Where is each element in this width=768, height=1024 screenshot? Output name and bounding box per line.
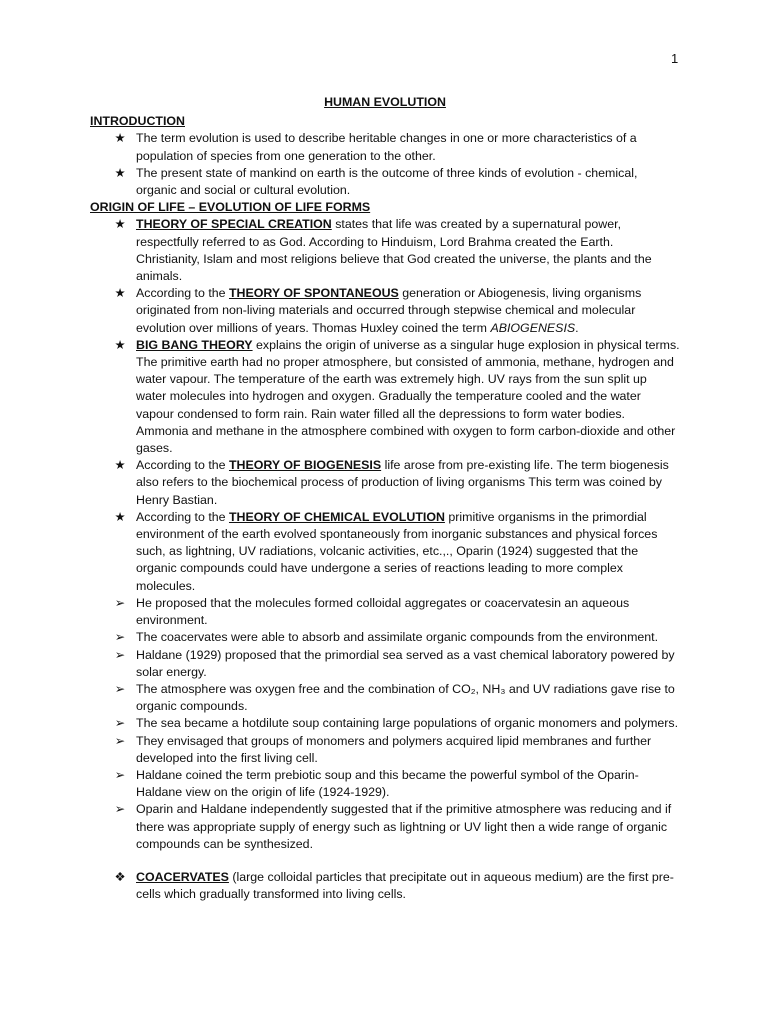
arrow-bullet-icon: ➢ <box>114 733 126 748</box>
list-item <box>90 733 680 767</box>
coacervates-list <box>90 869 680 903</box>
list-item-text: According to the <box>136 509 229 524</box>
page-title: HUMAN EVOLUTION <box>324 95 446 109</box>
list-item <box>90 767 680 801</box>
arrow-bullet-icon: ➢ <box>114 630 126 645</box>
list-item-text: generation or Abiogenesis, living organisms originated from non-living materials and occurred through stepwise chemical and molecular evolution over millions of years. Thomas Huxley coined the term <box>136 286 642 335</box>
theory-term: BIG BANG THEORY <box>136 337 253 352</box>
list-item <box>90 715 680 732</box>
italic-term: ABIOGENESIS <box>490 320 576 335</box>
list-item <box>90 801 680 853</box>
list-item <box>90 681 680 715</box>
origin-theories-list <box>90 216 680 594</box>
list-item-text: He proposed that the molecules formed colloidal aggregates or coacervatesin an aqueous environment. <box>136 595 630 628</box>
list-item <box>90 457 680 509</box>
document-body <box>90 94 680 903</box>
list-item-text: The coacervates were able to absorb and assimilate organic compounds from the environment. <box>136 630 659 645</box>
star-bullet-icon: ★ <box>114 509 126 524</box>
list-item <box>90 629 680 646</box>
list-item-text: According to the <box>136 458 229 473</box>
list-item-text: The atmosphere was oxygen free and the combination of CO₂, NH₃ and UV radiations gave rise to organic compounds. <box>136 681 675 714</box>
list-item <box>90 509 680 595</box>
list-item-text: states that life was created by a supernatural power, respectfully referred to as God. According to Hinduism, Lord Brahma created the Earth. Christianity, Islam and most religions believe that God created the universe, the plants and the animals. <box>136 217 652 284</box>
star-bullet-icon: ★ <box>114 131 126 146</box>
list-item <box>90 647 680 681</box>
list-item <box>90 595 680 629</box>
theory-term: THEORY OF CHEMICAL EVOLUTION <box>228 509 445 524</box>
list-item <box>90 216 680 285</box>
list-item-text: (large colloidal particles that precipitate out in aqueous medium) are the first pre-cells which gradually transformed into living cells. <box>136 869 674 902</box>
theory-term: THEORY OF SPECIAL CREATION <box>136 217 332 232</box>
arrow-bullet-icon: ➢ <box>114 716 126 731</box>
section-heading-origin-of-life: ORIGIN OF LIFE – EVOLUTION OF LIFE FORMS <box>90 200 371 215</box>
list-item-text: The present state of mankind on earth is the outcome of three kinds of evolution - chemical, organic and social or cultural evolution. <box>136 165 638 198</box>
spacer <box>90 853 680 869</box>
theory-term: THEORY OF BIOGENESIS <box>228 458 382 473</box>
list-item-text: . <box>575 320 579 335</box>
list-item-text: They envisaged that groups of monomers and polymers acquired lipid membranes and further developed into the first living cell. <box>136 733 652 765</box>
list-item-text: Oparin and Haldane independently suggested that if the primitive atmosphere was reducing and if there was appropriate supply of energy such as lightning or UV light then a wide range of organic compounds can be synthesized. <box>136 802 672 851</box>
list-item <box>90 285 680 337</box>
star-bullet-icon: ★ <box>114 217 126 232</box>
section-heading-introduction: INTRODUCTION <box>90 114 185 129</box>
list-item-text: The sea became a hotdilute soup containing large populations of organic monomers and polymers. <box>136 716 679 731</box>
list-item <box>90 130 680 164</box>
star-bullet-icon: ★ <box>114 165 126 180</box>
arrow-bullet-icon: ➢ <box>114 767 126 782</box>
list-item-text: Haldane (1929) proposed that the primordial sea served as a vast chemical laboratory powered by solar energy. <box>136 647 675 679</box>
list-item <box>90 337 680 457</box>
list-item-text: The term evolution is used to describe heritable changes in one or more characteristics of a population of species from one generation to the other. <box>136 131 637 163</box>
list-item <box>90 869 680 903</box>
list-item-text: According to the <box>136 286 229 301</box>
page-number: 1 <box>671 51 679 66</box>
list-item-text: explains the origin of universe as a singular huge explosion in physical terms. The primitive earth had no proper atmosphere, but consisted of ammonia, methane, hydrogen and water vapour. The temperature of the earth was extremely high. UV rays from the sun split up water molecules into hydrogen and oxygen. Gradually the temperature cooled and the water vapour condensed to form rain. Rain water filled all the depressions to form water bodies. Ammonia and methane in the atmosphere combined with oxygen to form carbon-dioxide and other gases. <box>136 337 680 456</box>
oparin-haldane-list <box>90 595 680 853</box>
star-bullet-icon: ★ <box>114 458 126 473</box>
arrow-bullet-icon: ➢ <box>114 681 126 696</box>
star-bullet-icon: ★ <box>114 337 126 352</box>
list-item-text: primitive organisms in the primordial environment of the earth evolved spontaneously from inorganic substances and physical forces such, as lightning, UV radiations, volcanic activities, etc.,., Oparin (1924) suggested that the organic compounds could have undergone a series of reactions leading to more complex molecules. <box>136 509 658 593</box>
list-item-text: life arose from pre-existing life. The term biogenesis also refers to the biochemical process of production of living organisms This term was coined by Henry Bastian. <box>136 458 669 507</box>
introduction-list <box>90 130 680 199</box>
list-item <box>90 165 680 199</box>
star-bullet-icon: ★ <box>114 286 126 301</box>
arrow-bullet-icon: ➢ <box>114 802 126 817</box>
arrow-bullet-icon: ➢ <box>114 595 126 610</box>
theory-term: THEORY OF SPONTANEOUS <box>228 286 399 301</box>
arrow-bullet-icon: ➢ <box>114 647 126 662</box>
theory-term: COACERVATES <box>136 869 229 884</box>
diamond-bullet-icon: ❖ <box>114 869 126 884</box>
list-item-text: Haldane coined the term prebiotic soup and this became the powerful symbol of the Oparin-Haldane view on the origin of life (1924-1929). <box>136 767 639 800</box>
